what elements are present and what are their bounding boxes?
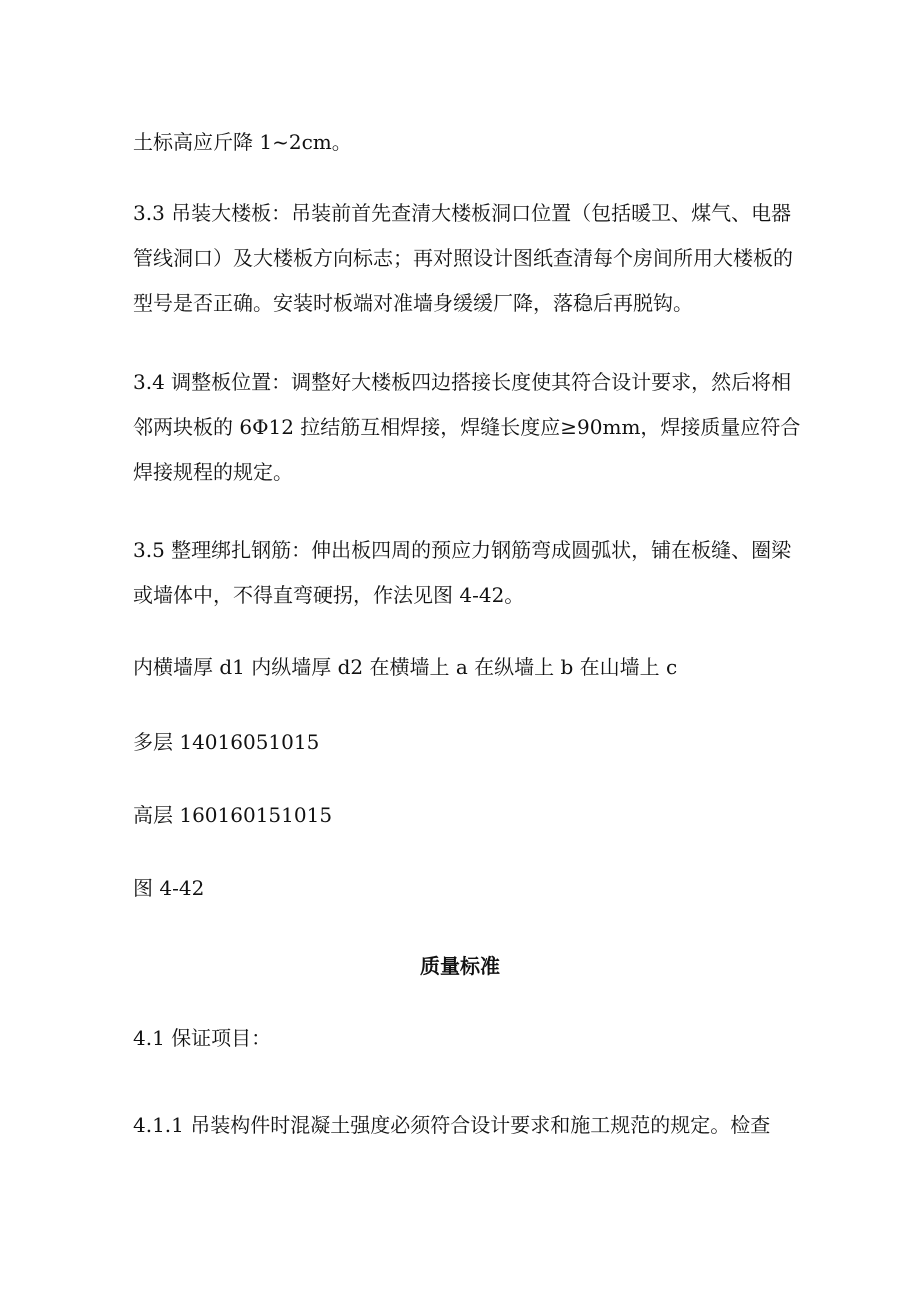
text-line: 3.4 调整板位置：调整好大楼板四边搭接长度使其符合设计要求，然后将相 xyxy=(133,370,792,394)
paragraph-3-5 xyxy=(133,528,793,618)
text-line: 3.3 吊装大楼板：吊装前首先查清大楼板洞口位置（包括暖卫、煤气、电器 xyxy=(133,201,792,225)
text-line: 3.5 整理绑扎钢筋：伸出板四周的预应力钢筋弯成圆弧状，铺在板缝、圈梁 xyxy=(133,538,792,562)
paragraph-4-1-1 xyxy=(133,1103,793,1148)
text-line: 邻两块板的 6Φ12 拉结筋互相焊接，焊缝长度应≥90mm，焊接质量应符合 xyxy=(133,415,801,439)
text-line: 土标高应斤降 1~2cm。 xyxy=(133,130,352,154)
paragraph-4-1: 4.1 保证项目： xyxy=(133,1026,272,1050)
text-line: 型号是否正确。安装时板端对准墙身缓缓厂降，落稳后再脱钩。 xyxy=(133,291,693,315)
paragraph-3-3 xyxy=(133,191,793,326)
table-header-line: 内横墙厚 d1 内纵墙厚 d2 在横墙上 a 在纵墙上 b 在山墙上 c xyxy=(133,655,678,679)
text-line: 焊接规程的规定。 xyxy=(133,460,293,484)
table-row-highrise: 高层 160160151015 xyxy=(133,803,333,827)
section-heading: 质量标准 xyxy=(420,954,500,978)
text-line: 管线洞口）及大楼板方向标志；再对照设计图纸查清每个房间所用大楼板的 xyxy=(133,246,793,270)
paragraph-continued xyxy=(133,120,793,165)
text-line: 或墙体中，不得直弯硬拐，作法见图 4-42。 xyxy=(133,583,525,607)
paragraph-3-4 xyxy=(133,360,801,495)
table-row-multistory: 多层 14016051015 xyxy=(133,730,320,754)
figure-caption: 图 4-42 xyxy=(133,876,205,900)
text-line: 4.1.1 吊装构件时混凝土强度必须符合设计要求和施工规范的规定。检查 xyxy=(133,1113,771,1137)
